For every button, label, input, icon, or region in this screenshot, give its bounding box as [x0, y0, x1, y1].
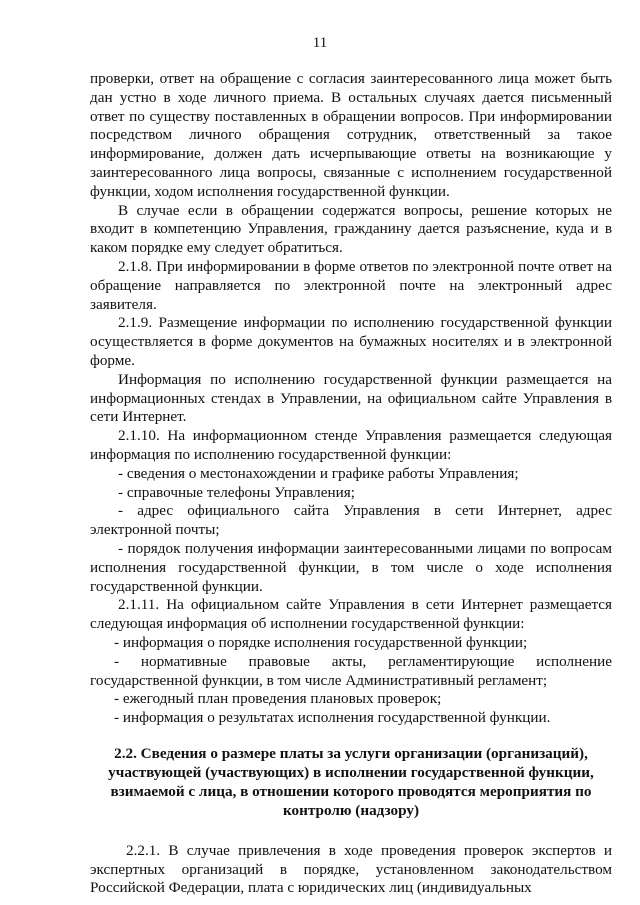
paragraph-2-1-11: 2.1.11. На официальном сайте Управления в сети Интернет размещается следующая информация об исполнении государственной функции: [90, 596, 612, 633]
list-item: - адрес официального сайта Управления в сети Интернет, адрес электронной почты; [90, 502, 612, 539]
paragraph-2-1-9: 2.1.9. Размещение информации по исполнению государственной функции осуществляется в форме документов на бумажных носителях и в электронной форме. [90, 314, 612, 369]
paragraph-2-1-10: 2.1.10. На информационном стенде Управления размещается следующая информация по исполнению государственной функции: [90, 427, 612, 463]
section-heading: 2.2. Сведения о размере платы за услуги организации (организаций), участвующей (участвующих) в исполнении государственной функции, взимаемой с лица, в отношении которого проводятся мероприятия по контролю (надзору) [108, 744, 594, 819]
list-item: - сведения о местонахождении и графике работы Управления; [118, 464, 519, 482]
paragraph-2-1-8: 2.1.8. При информировании в форме ответов по электронной почте ответ на обращение направляется по электронной почте на электронный адрес заявителя. [90, 257, 612, 313]
paragraph-competence: В случае если в обращении содержатся вопросы, решение которых не входит в компетенцию Управления, гражданину дается разъяснение, куда и в каком порядке ему следует обратиться. [90, 201, 612, 257]
list-item: - информация о порядке исполнения государственной функции; [114, 633, 528, 651]
paragraph-continuation: проверки, ответ на обращение с согласия заинтересованного лица может быть дан устно в ходе личного приема. В остальных случаях дается письменный ответ по существу поставленных в обращении вопросов. При информировании посредством личного обращения сотрудник, ответственный за такое информирование, должен дать исчерпывающие ответы на возникающие у заинтересованного лица вопросы, связанные с исполнением государственной функции, ходом исполнения государственной функции. [90, 70, 612, 200]
document-body [90, 70, 612, 898]
list-item: - нормативные правовые акты, регламентирующие исполнение государственной функции, в том числе Административный регламент; [90, 652, 612, 689]
spacer [90, 728, 612, 744]
paragraph-2-2-1: 2.2.1. В случае привлечения в ходе проведения проверок экспертов и экспертных организаций в порядке, установленном законодательством Российской Федерации, плата с юридических лиц (индивидуальных [90, 841, 612, 897]
paragraph-info-placement: Информация по исполнению государственной функции размещается на информационных стендах в Управлении, на официальном сайте Управления в сети Интернет. [90, 370, 612, 426]
list-item: - справочные телефоны Управления; [118, 483, 355, 501]
list-item: - информация о результатах исполнения государственной функции. [114, 709, 551, 727]
page-number: 11 [312, 35, 328, 51]
spacer [90, 820, 612, 842]
list-item: - ежегодный план проведения плановых проверок; [114, 690, 442, 708]
list-item: - порядок получения информации заинтересованными лицами по вопросам исполнения государственной функции, в том числе о ходе исполнения государственной функции. [90, 539, 612, 595]
